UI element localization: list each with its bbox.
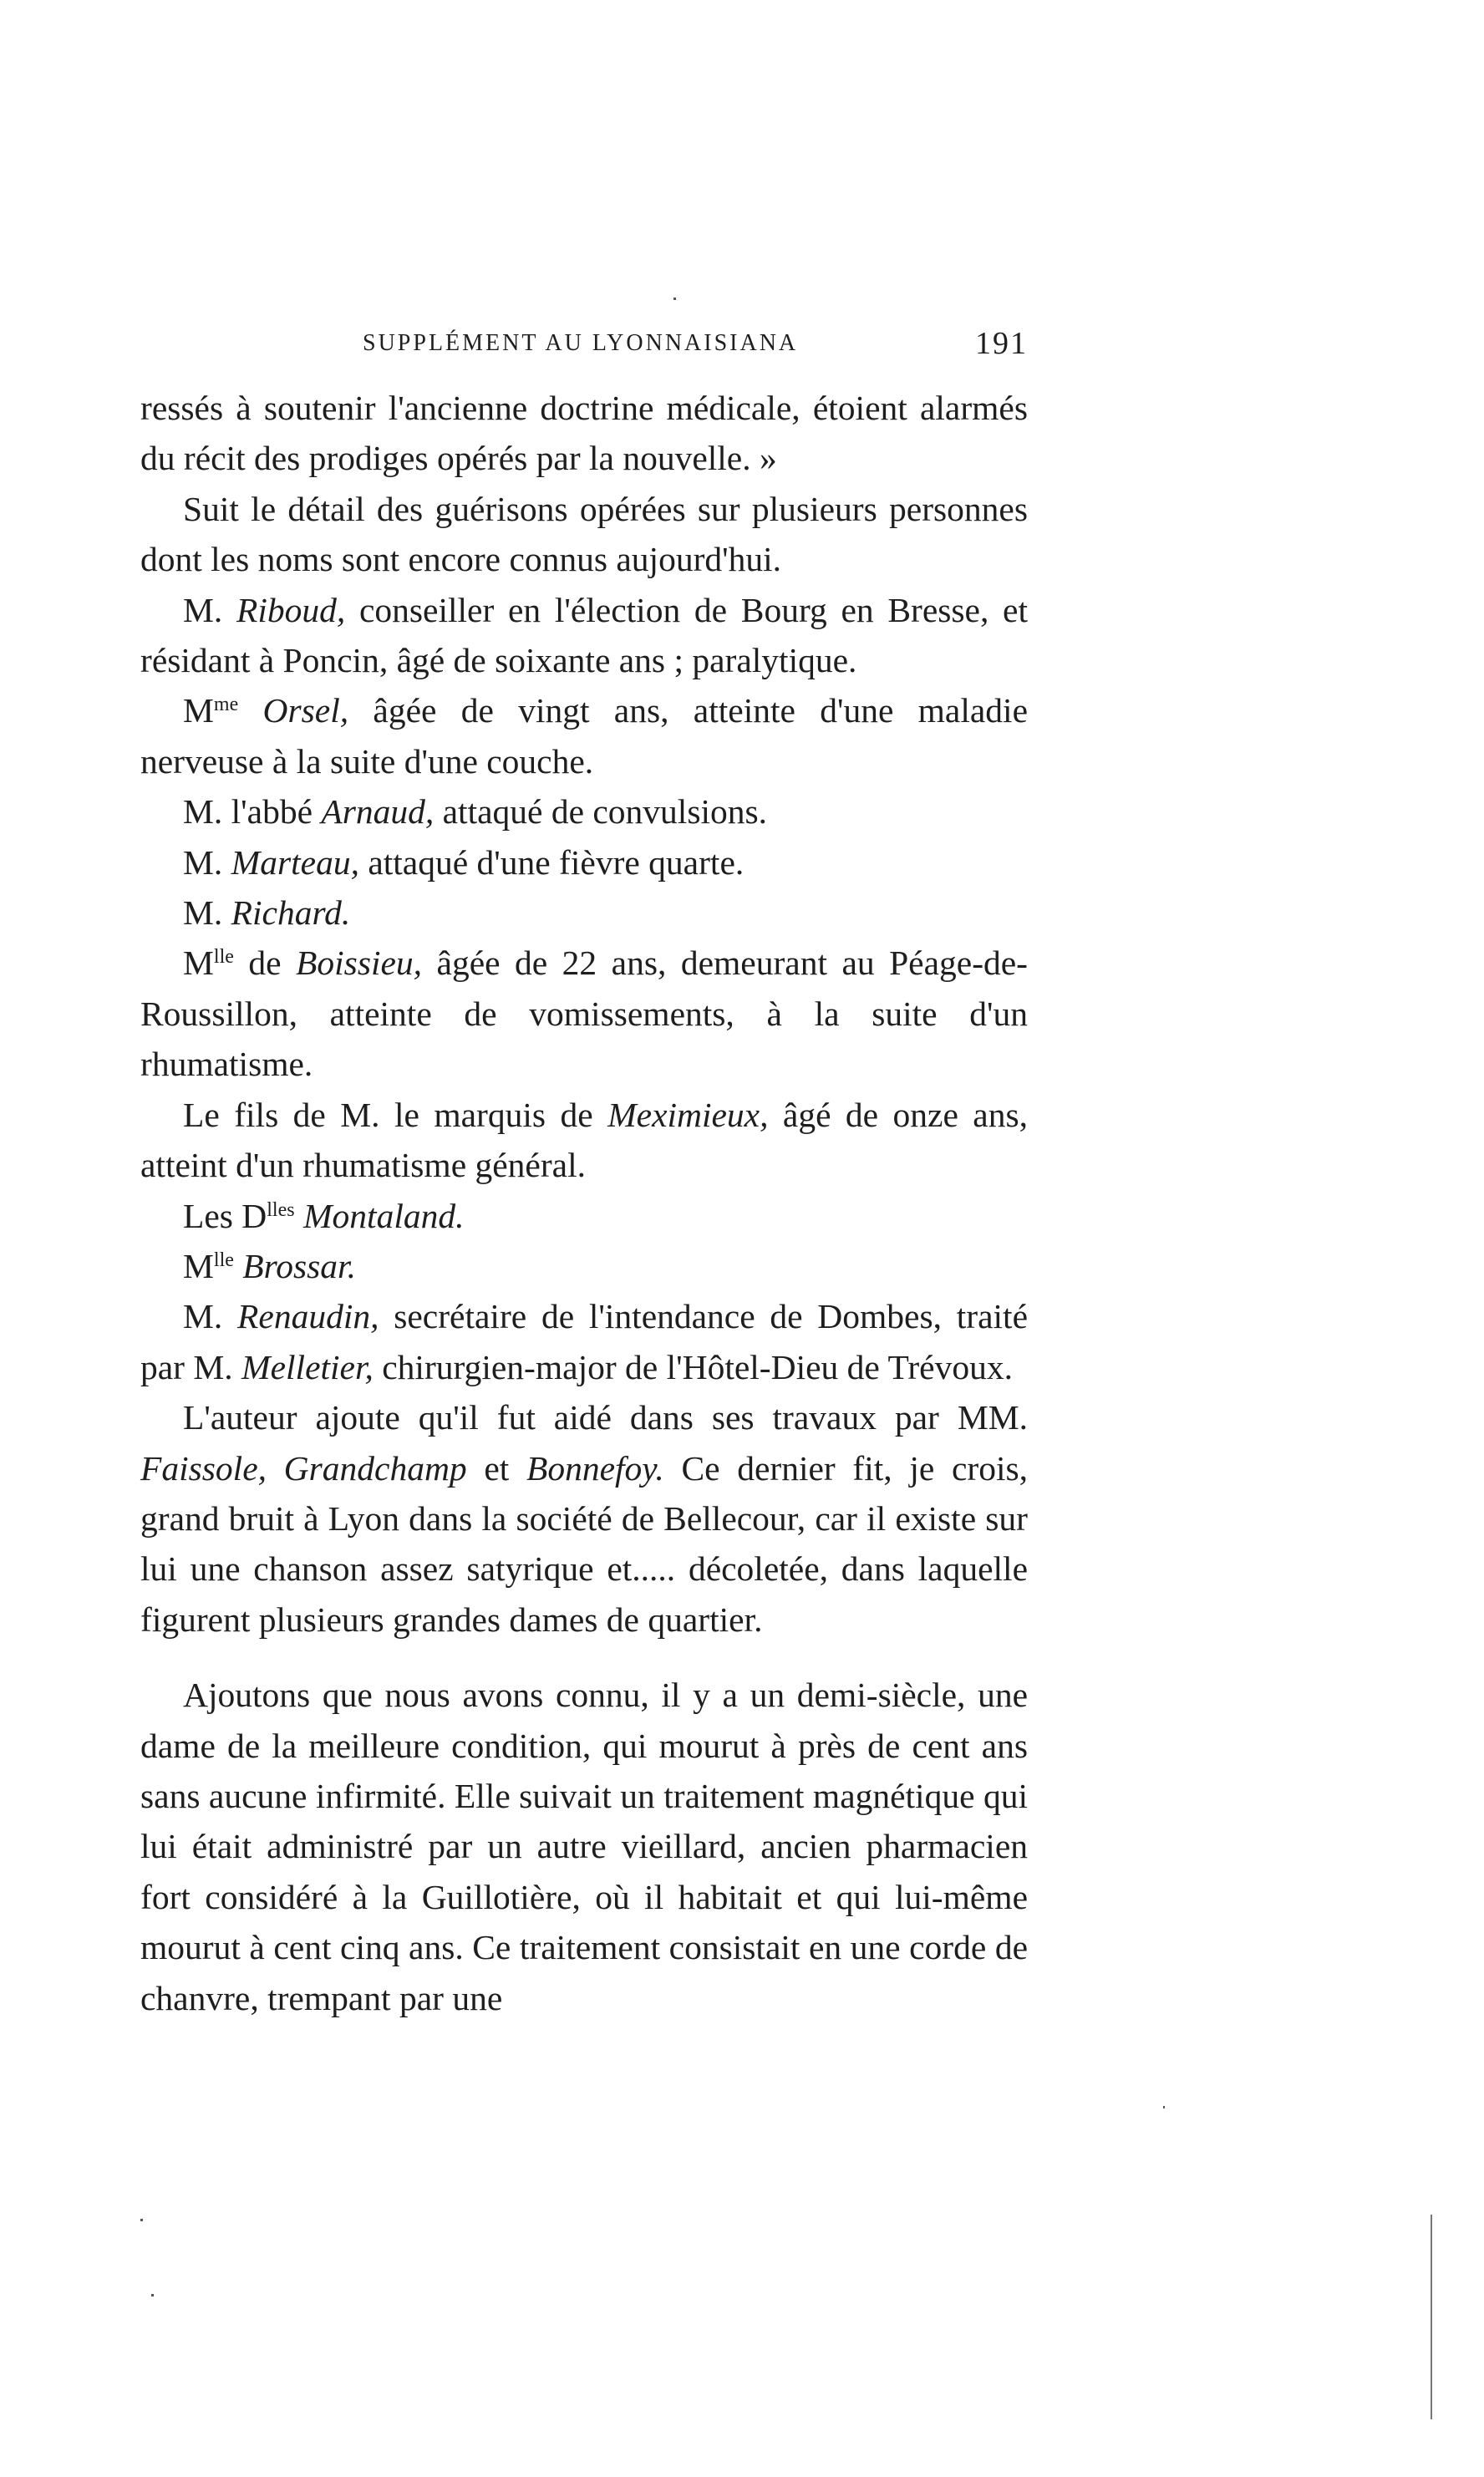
text-run: Le fils de M. le marquis de	[183, 1095, 608, 1134]
italic-name: Arnaud,	[321, 792, 435, 832]
text-run: secrétaire de l'intendance de Dombes, traité par M.	[140, 1297, 1029, 1386]
italic-name: Faissole, Grandchamp	[140, 1448, 467, 1488]
text-run: M.	[183, 842, 231, 882]
paragraph-p6	[140, 837, 1028, 888]
scan-speck	[673, 298, 676, 300]
text-run: M. l'abbé	[183, 792, 322, 832]
italic-name: Marteau,	[231, 842, 359, 882]
italic-name: Meximieux,	[607, 1095, 769, 1134]
text-run: ressés à soutenir l'ancienne doctrine médicale, étoient alarmés du récit des prodiges opérés par la nouvelle. »	[140, 389, 1028, 478]
scan-edge-line	[1431, 2215, 1432, 2419]
text-run: attaqué d'une fièvre quarte.	[358, 842, 745, 882]
running-title: SUPPLÉMENT AU LYONNAISIANA	[363, 330, 799, 356]
text-run: chirurgien-major de l'Hôtel-Dieu de Trévoux.	[373, 1347, 1013, 1386]
italic-name: Melletier,	[241, 1347, 374, 1386]
text-run: de	[233, 943, 297, 983]
text-run	[238, 691, 262, 730]
paragraph-p14	[140, 1670, 1028, 2023]
text-run: âgée de vingt ans, atteinte d'une maladie nerveuse à la suite d'une couche.	[140, 691, 1029, 781]
superscript: me	[213, 694, 239, 716]
text-run: âgée de 22 ans, demeurant au Péage-de-Roussillon, atteinte de vomissements, à la suite d'un rhumatisme.	[140, 943, 1028, 1084]
text-run: M	[183, 691, 214, 730]
paragraph-p12	[140, 1291, 1028, 1392]
italic-name: Brossar.	[242, 1246, 356, 1285]
text-run: L'auteur ajoute qu'il fut aidé dans ses travaux par MM.	[183, 1398, 1028, 1437]
paragraph-p5	[140, 786, 1028, 837]
italic-name: Renaudin,	[237, 1297, 379, 1336]
text-run	[295, 1197, 303, 1235]
italic-name: Riboud,	[236, 590, 346, 629]
text-run: Ajoutons que nous avons connu, il y a un demi-siècle, une dame de la meilleure condition, qui mourut à près de cent ans sans aucune infirmité. Elle suivait un traitement magnétique qui lui était administré par un autre vieillard, ancien pharmacien fort considéré à la Guillotière, où il habitait et qui lui-même mourut à cent cinq ans. Ce traitement consistait en une corde de chanvre, trempant par une	[140, 1676, 1028, 2017]
text-run: âgé de onze ans, atteint d'un rhumatisme général.	[140, 1095, 1028, 1185]
scan-speck	[1163, 2106, 1165, 2108]
scan-speck	[140, 2219, 143, 2221]
paragraph-p13	[140, 1392, 1028, 1645]
text-run: Ce dernier fit, je crois, grand bruit à Lyon dans la société de Bellecour, car il existe sur lui une chanson assez satyrique et..... décoletée, dans laquelle figurent plusieurs grandes dames de quartier.	[140, 1448, 1029, 1639]
italic-name: Richard.	[231, 893, 351, 933]
italic-name: Boissieu,	[296, 943, 423, 983]
superscript: lle	[213, 946, 234, 969]
paragraph-p1	[140, 383, 1028, 484]
text-run: M	[183, 1246, 214, 1285]
paragraph-p3	[140, 585, 1028, 686]
text-run: M.	[183, 1297, 238, 1336]
paragraph-p4	[140, 685, 1028, 786]
text-run: attaqué de convulsions.	[434, 792, 768, 832]
paragraph-p11	[140, 1241, 1028, 1291]
italic-name: Orsel,	[262, 691, 349, 730]
superscript: lle	[213, 1249, 234, 1271]
superscript: lles	[267, 1198, 295, 1221]
scan-speck	[151, 2294, 154, 2296]
text-run: et	[466, 1448, 526, 1488]
italic-name: Bonnefoy.	[526, 1448, 664, 1488]
paragraph-p2	[140, 484, 1028, 585]
text-run: M	[183, 943, 214, 983]
text-run: Les D	[183, 1196, 267, 1235]
paragraph-p10	[140, 1191, 1028, 1241]
text-run	[234, 1247, 242, 1285]
text-run: M.	[183, 893, 231, 933]
italic-name: Montaland.	[302, 1196, 465, 1235]
page-number: 191	[975, 326, 1028, 361]
text-run: M.	[183, 590, 236, 629]
running-head	[351, 326, 1028, 372]
paragraph-p8	[140, 938, 1028, 1089]
body-text	[140, 383, 1028, 2023]
text-run: Suit le détail des guérisons opérées sur plusieurs personnes dont les noms sont encore connus aujourd'hui.	[140, 489, 1028, 579]
paragraph-p9	[140, 1090, 1028, 1191]
text-run: conseiller en l'élection de Bourg en Bresse, et résidant à Poncin, âgé de soixante ans ; paralytique.	[140, 590, 1028, 680]
paragraph-p7	[140, 888, 1028, 938]
